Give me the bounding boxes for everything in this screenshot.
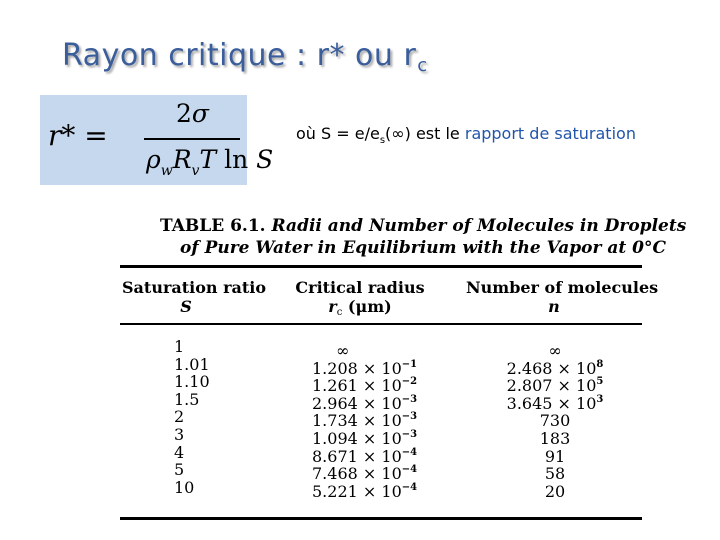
column-critical-radius — [312, 338, 418, 501]
cell-molecules: ∞ — [548, 341, 562, 360]
cell-molecules: 58 — [544, 464, 566, 484]
cell-saturation: 2 — [174, 407, 185, 427]
saturation-ratio-highlight: rapport de saturation — [464, 124, 636, 143]
cell-molecules: 730 — [539, 411, 571, 431]
cell-radius: $1.094 \times 10^{-3}$ — [312, 428, 418, 448]
cell-saturation: 5 — [174, 460, 185, 480]
cell-radius: $5.221 \times 10^{-4}$ — [312, 481, 418, 501]
column-saturation-ratio — [174, 338, 210, 496]
cell-molecules: 20 — [544, 481, 566, 501]
cell-molecules: 91 — [544, 446, 566, 466]
cell-molecules: $3.645 \times 10^3$ — [506, 393, 604, 413]
formula-lhs: r* = — [48, 119, 108, 152]
fraction-bar — [144, 138, 240, 140]
header-saturation-ratio: Saturation ratio S — [122, 278, 267, 316]
header-number-molecules: Number of molecules n — [466, 278, 659, 316]
saturation-note: où $S = e/e_s(\infty)$ est le rapport de saturation — [296, 124, 636, 146]
cell-saturation: 3 — [174, 424, 185, 444]
title-subscript: c — [417, 55, 428, 76]
column-number-molecules — [480, 338, 630, 501]
cell-saturation: 1.5 — [174, 389, 200, 409]
cell-radius: $2.964 \times 10^{-3}$ — [312, 393, 418, 413]
cell-radius: $1.261 \times 10^{-2}$ — [312, 376, 418, 396]
cell-saturation: 1 — [174, 337, 185, 356]
cell-radius: ∞ — [336, 341, 350, 360]
table-bottom-rule — [120, 517, 642, 520]
cell-saturation: 1.01 — [174, 354, 210, 374]
cell-radius: $7.468 \times 10^{-4}$ — [312, 464, 418, 484]
table-caption-line1: TABLE 6.1. Radii and Number of Molecules in Droplets — [160, 216, 687, 236]
table-caption-line2: of Pure Water in Equilibrium with the Vapor at 0°C — [180, 238, 667, 258]
cell-radius: $1.208 \times 10^{-1}$ — [312, 358, 418, 378]
cell-radius: $8.671 \times 10^{-4}$ — [312, 446, 418, 466]
cell-saturation: 10 — [174, 477, 195, 497]
cell-saturation: 1.10 — [174, 372, 210, 392]
formula-numerator: 2σ — [176, 99, 209, 128]
cell-saturation: 4 — [174, 442, 185, 462]
cell-molecules: 183 — [539, 428, 571, 448]
cell-molecules: $2.468 \times 10^8$ — [506, 358, 604, 378]
title-text: Rayon critique : r* ou r — [62, 38, 417, 73]
cell-molecules: $2.807 \times 10^5$ — [506, 376, 604, 396]
cell-radius: $1.734 \times 10^{-3}$ — [312, 411, 418, 431]
table-top-rule — [120, 265, 642, 268]
header-critical-radius: Critical radius rc (μm) — [295, 278, 425, 318]
slide-title — [62, 38, 428, 76]
formula-denominator: $\rho_wR_vT$ ln S — [146, 145, 274, 179]
critical-radius-formula — [40, 95, 274, 185]
table-header-rule — [120, 323, 642, 325]
